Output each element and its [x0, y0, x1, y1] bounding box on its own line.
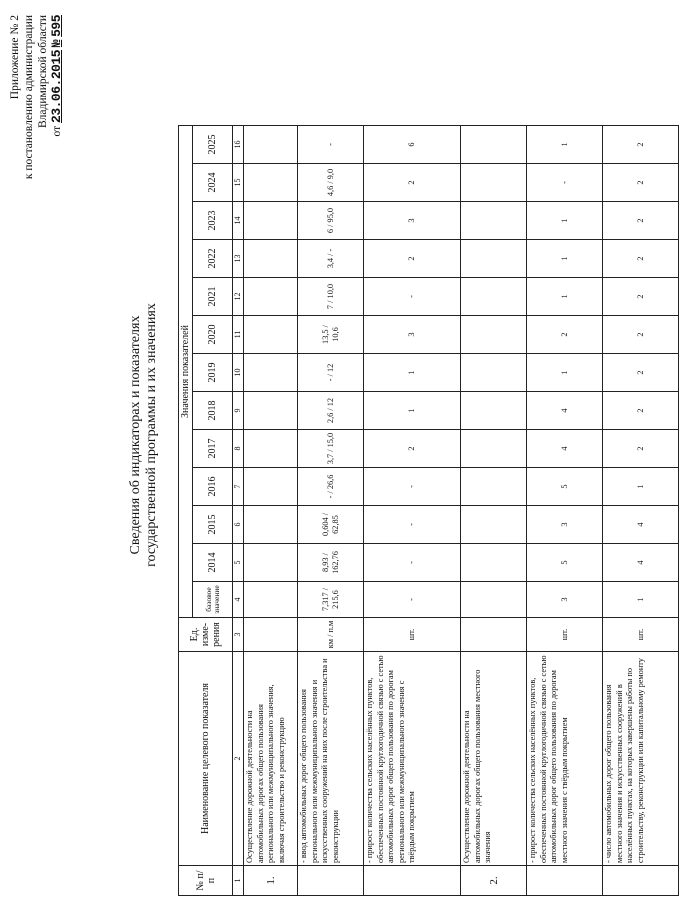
table-row-section-2 — [461, 126, 527, 896]
row-year-value — [461, 240, 527, 278]
column-number: 3 — [233, 618, 244, 652]
header-year: 2016 — [193, 468, 233, 506]
table-row-indicator — [527, 126, 603, 896]
row-year-value: 5 — [527, 544, 603, 582]
row-year-value — [244, 278, 298, 316]
appendix-resolution-line: к постановлению администрации — [23, 15, 35, 180]
row-number — [603, 866, 679, 896]
row-year-value: 6 / 95,0 — [298, 202, 364, 240]
row-unit: шт. — [603, 618, 679, 652]
header-year: 2018 — [193, 392, 233, 430]
row-year-value: 8,93 / 162,76 — [298, 544, 364, 582]
row-year-value: 1 — [364, 354, 461, 392]
row-year-value: 1 — [527, 278, 603, 316]
appendix-date: 23.06.2015 — [49, 49, 64, 123]
column-number: 5 — [233, 544, 244, 582]
title-line-1: Сведения об индикаторах и показателях — [128, 315, 143, 555]
row-year-value: 2 — [603, 164, 679, 202]
row-year-value — [244, 164, 298, 202]
header-name: Наименование целевого показателя — [179, 652, 233, 866]
row-year-value: - — [527, 164, 603, 202]
header-year: 2024 — [193, 164, 233, 202]
header-year: 2025 — [193, 126, 233, 164]
column-number-row — [233, 126, 244, 896]
row-year-value — [244, 354, 298, 392]
row-year-value: 1 — [527, 240, 603, 278]
row-year-value — [244, 544, 298, 582]
row-number — [298, 866, 364, 896]
header-year: 2014 — [193, 544, 233, 582]
row-unit: шт. — [527, 618, 603, 652]
appendix-region-line: Владимирской области — [37, 15, 49, 129]
header-year: 2015 — [193, 506, 233, 544]
row-year-value — [461, 354, 527, 392]
row-year-value: 2 — [364, 430, 461, 468]
row-base-value: - — [364, 582, 461, 618]
row-year-value: - / 26,6 — [298, 468, 364, 506]
title-line-2: государственной программы и их значениях — [144, 303, 159, 567]
row-year-value: 1 — [364, 392, 461, 430]
header-year: 2022 — [193, 240, 233, 278]
header-base: базовое значение — [193, 582, 233, 618]
row-year-value — [244, 506, 298, 544]
table-row-section-1 — [244, 126, 298, 896]
column-number: 2 — [233, 652, 244, 866]
row-year-value: 2 — [603, 240, 679, 278]
column-number: 6 — [233, 506, 244, 544]
row-year-value — [244, 468, 298, 506]
header-year: 2019 — [193, 354, 233, 392]
row-year-value — [461, 544, 527, 582]
row-year-value: - — [298, 126, 364, 164]
row-year-value: 0,604 / 62,85 — [298, 506, 364, 544]
row-year-value: 2 — [364, 164, 461, 202]
column-number: 14 — [233, 202, 244, 240]
header-year: 2023 — [193, 202, 233, 240]
row-year-value: 1 — [527, 202, 603, 240]
column-number: 11 — [233, 316, 244, 354]
row-unit — [461, 618, 527, 652]
header-year: 2020 — [193, 316, 233, 354]
row-year-value: 2 — [603, 278, 679, 316]
row-number: 2. — [461, 866, 527, 896]
row-year-value: - / 12 — [298, 354, 364, 392]
table-row-indicator — [298, 126, 364, 896]
row-year-value: 4 — [527, 392, 603, 430]
row-number: 1. — [244, 866, 298, 896]
row-indicator-name: - число автомобильных дорог общего пользования местного значения и искусственных сооружений в населённых пунктах, на которых завершены работы по строительству, реконструкции или капитальному ремонту — [603, 652, 679, 866]
appendix-date-prefix: от — [51, 125, 63, 137]
column-number: 10 — [233, 354, 244, 392]
row-year-value: 13,5 / 10,6 — [298, 316, 364, 354]
row-number — [527, 866, 603, 896]
row-year-value — [461, 278, 527, 316]
row-base-value — [461, 582, 527, 618]
appendix-header — [8, 15, 64, 285]
row-indicator-name: - прирост количества сельских населённых пунктов, обеспеченных постоянной круглогодичной связью с сетью автомобильных дорог общего пользования по дорогам местного значения с твёрдым покрытием — [527, 652, 603, 866]
row-year-value: 4 — [603, 506, 679, 544]
row-year-value: 4,6 / 9,0 — [298, 164, 364, 202]
row-year-value — [461, 202, 527, 240]
row-year-value: 3 — [527, 506, 603, 544]
column-number: 1 — [233, 866, 244, 896]
row-year-value: 2 — [527, 316, 603, 354]
appendix-number: Приложение № 2 — [9, 15, 21, 100]
row-year-value: 7 / 10,0 — [298, 278, 364, 316]
row-year-value: 3 — [364, 316, 461, 354]
table-row-indicator — [603, 126, 679, 896]
row-year-value: - — [364, 468, 461, 506]
row-year-value — [244, 126, 298, 164]
indicators-table — [178, 125, 679, 896]
row-year-value: 3 — [364, 202, 461, 240]
row-base-value — [244, 582, 298, 618]
row-year-value — [461, 164, 527, 202]
header-values-group: Значения показателей — [179, 126, 193, 618]
row-year-value: 2 — [603, 430, 679, 468]
row-year-value — [461, 506, 527, 544]
row-year-value: 5 — [527, 468, 603, 506]
appendix-date-line — [50, 15, 64, 285]
row-year-value: 3,7 / 15,0 — [298, 430, 364, 468]
row-year-value — [244, 240, 298, 278]
row-year-value — [461, 126, 527, 164]
row-year-value: 2 — [603, 126, 679, 164]
row-year-value — [461, 392, 527, 430]
row-year-value: - — [364, 278, 461, 316]
row-year-value: 2 — [364, 240, 461, 278]
column-number: 8 — [233, 430, 244, 468]
row-year-value: 1 — [527, 354, 603, 392]
row-year-value — [244, 316, 298, 354]
row-base-value: 1 — [603, 582, 679, 618]
row-year-value: - — [364, 544, 461, 582]
row-year-value: 2,6 / 12 — [298, 392, 364, 430]
row-unit — [244, 618, 298, 652]
header-year: 2017 — [193, 430, 233, 468]
column-number: 7 — [233, 468, 244, 506]
row-year-value — [244, 202, 298, 240]
column-number: 13 — [233, 240, 244, 278]
header-year: 2021 — [193, 278, 233, 316]
header-unit: Ед. изме-рения — [179, 618, 233, 652]
row-indicator-name: - ввод автомобильных дорог общего пользования регионального или межмуниципального значения и искусственных сооружений на них после строительства и реконструкции — [298, 652, 364, 866]
row-year-value — [244, 430, 298, 468]
row-year-value: 2 — [603, 202, 679, 240]
row-year-value — [244, 392, 298, 430]
appendix-doc-number: 595 — [49, 15, 64, 37]
header-num: № п/п — [179, 866, 233, 896]
row-year-value — [461, 468, 527, 506]
row-indicator-name: Осуществление дорожной деятельности на автомобильных дорогах общего пользования местного значения — [461, 652, 527, 866]
row-base-value: 7,317 / 215,6 — [298, 582, 364, 618]
row-base-value: 3 — [527, 582, 603, 618]
row-year-value: 4 — [603, 544, 679, 582]
row-year-value: 3,4 / - — [298, 240, 364, 278]
column-number: 16 — [233, 126, 244, 164]
header-row-1 — [179, 126, 193, 896]
column-number: 4 — [233, 582, 244, 618]
column-number: 9 — [233, 392, 244, 430]
row-indicator-name: - прирост количества сельских населённых пунктов, обеспеченных постоянной круглогодичной связью с сетью автомобильных дорог общего пользования по дорогам регионального или межмуниципального значения с твёрдым покрытием — [364, 652, 461, 866]
row-unit: км / п.м — [298, 618, 364, 652]
row-year-value: 4 — [527, 430, 603, 468]
row-year-value: - — [364, 506, 461, 544]
column-number: 12 — [233, 278, 244, 316]
row-year-value: 2 — [603, 392, 679, 430]
row-year-value: 1 — [527, 126, 603, 164]
table-row-indicator — [364, 126, 461, 896]
row-year-value: 2 — [603, 354, 679, 392]
row-year-value — [461, 430, 527, 468]
row-year-value: 1 — [603, 468, 679, 506]
row-unit: шт. — [364, 618, 461, 652]
row-year-value: 2 — [603, 316, 679, 354]
column-number: 15 — [233, 164, 244, 202]
row-year-value — [461, 316, 527, 354]
appendix-number-sign: № — [49, 39, 64, 48]
row-year-value: 6 — [364, 126, 461, 164]
row-number — [364, 866, 461, 896]
document-title — [128, 215, 160, 655]
row-indicator-name: Осуществление дорожной деятельности на автомобильных дорогах общего пользования регионального или межмуниципального значения, включая строительство и реконструкцию — [244, 652, 298, 866]
